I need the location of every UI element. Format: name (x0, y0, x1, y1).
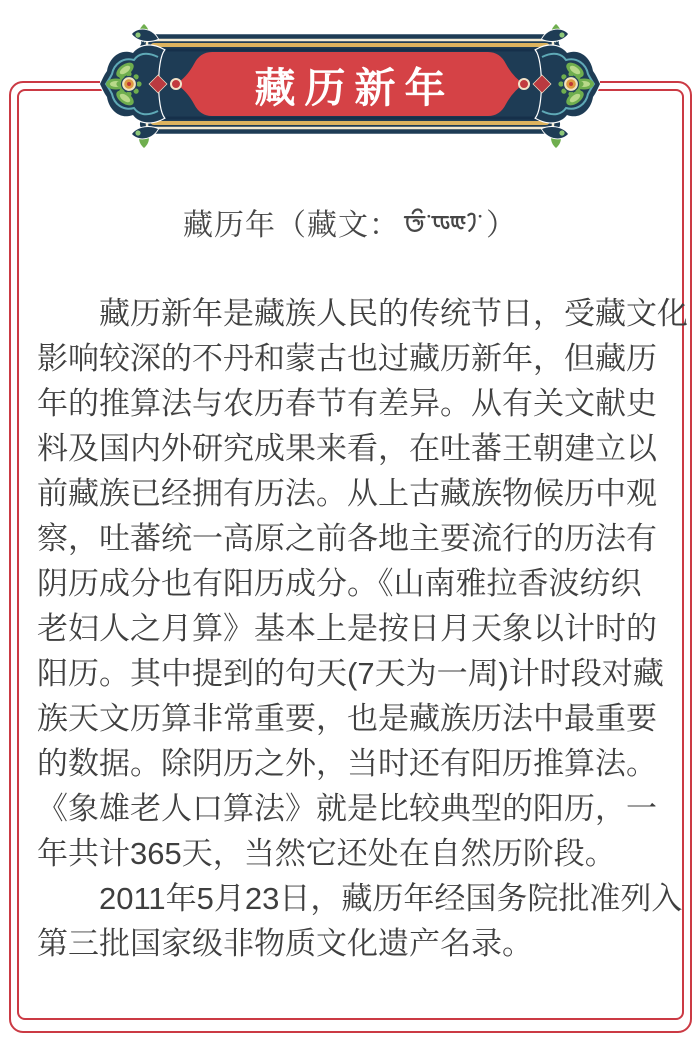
text-line: 的数据。除阴历之外，当时还有阳历推算法。 (37, 746, 657, 781)
text-line: 年的推算法与农历春节有差异。从有关文献史 (37, 386, 657, 421)
text-line: 年共计365天，当然它还处在自然历阶段。 (37, 836, 616, 871)
tibetan-script-text (402, 208, 484, 240)
text-line: 老妇人之月算》基本上是按日月天象以计时的 (37, 611, 657, 646)
article-body (37, 291, 688, 966)
text-line: 《象雄老人口算法》就是比较典型的阳历，一 (37, 791, 657, 826)
text-line: 族天文历算非常重要，也是藏族历法中最重要 (37, 701, 657, 736)
paragraph-1 (37, 291, 688, 876)
text-line: 影响较深的不丹和蒙古也过藏历新年，但藏历 (37, 341, 657, 376)
page-title: 藏历新年 (254, 64, 455, 111)
subtitle (0, 200, 700, 244)
header-banner (100, 22, 600, 152)
subtitle-prefix: 藏历年（藏文： (183, 209, 400, 242)
text-line: 藏历新年是藏族人民的传统节日，受藏文化 (99, 296, 688, 331)
text-line: 2011年5月23日，藏历年经国务院批准列入 (99, 881, 683, 916)
text-line: 阳历。其中提到的句天(7天为一周)计时段对藏 (37, 656, 664, 691)
subtitle-suffix: ） (486, 209, 517, 242)
text-line: 察，吐蕃统一高原之前各地主要流行的历法有 (37, 521, 657, 556)
text-line: 第三批国家级非物质文化遗产名录。 (37, 926, 533, 961)
text-line: 料及国内外研究成果来看，在吐蕃王朝建立以 (37, 431, 657, 466)
text-line: 前藏族已经拥有历法。从上古藏族物候历中观 (37, 476, 657, 511)
text-line: 阴历成分也有阳历成分。《山南雅拉香波纺织 (37, 566, 642, 601)
paragraph-2 (37, 876, 683, 966)
